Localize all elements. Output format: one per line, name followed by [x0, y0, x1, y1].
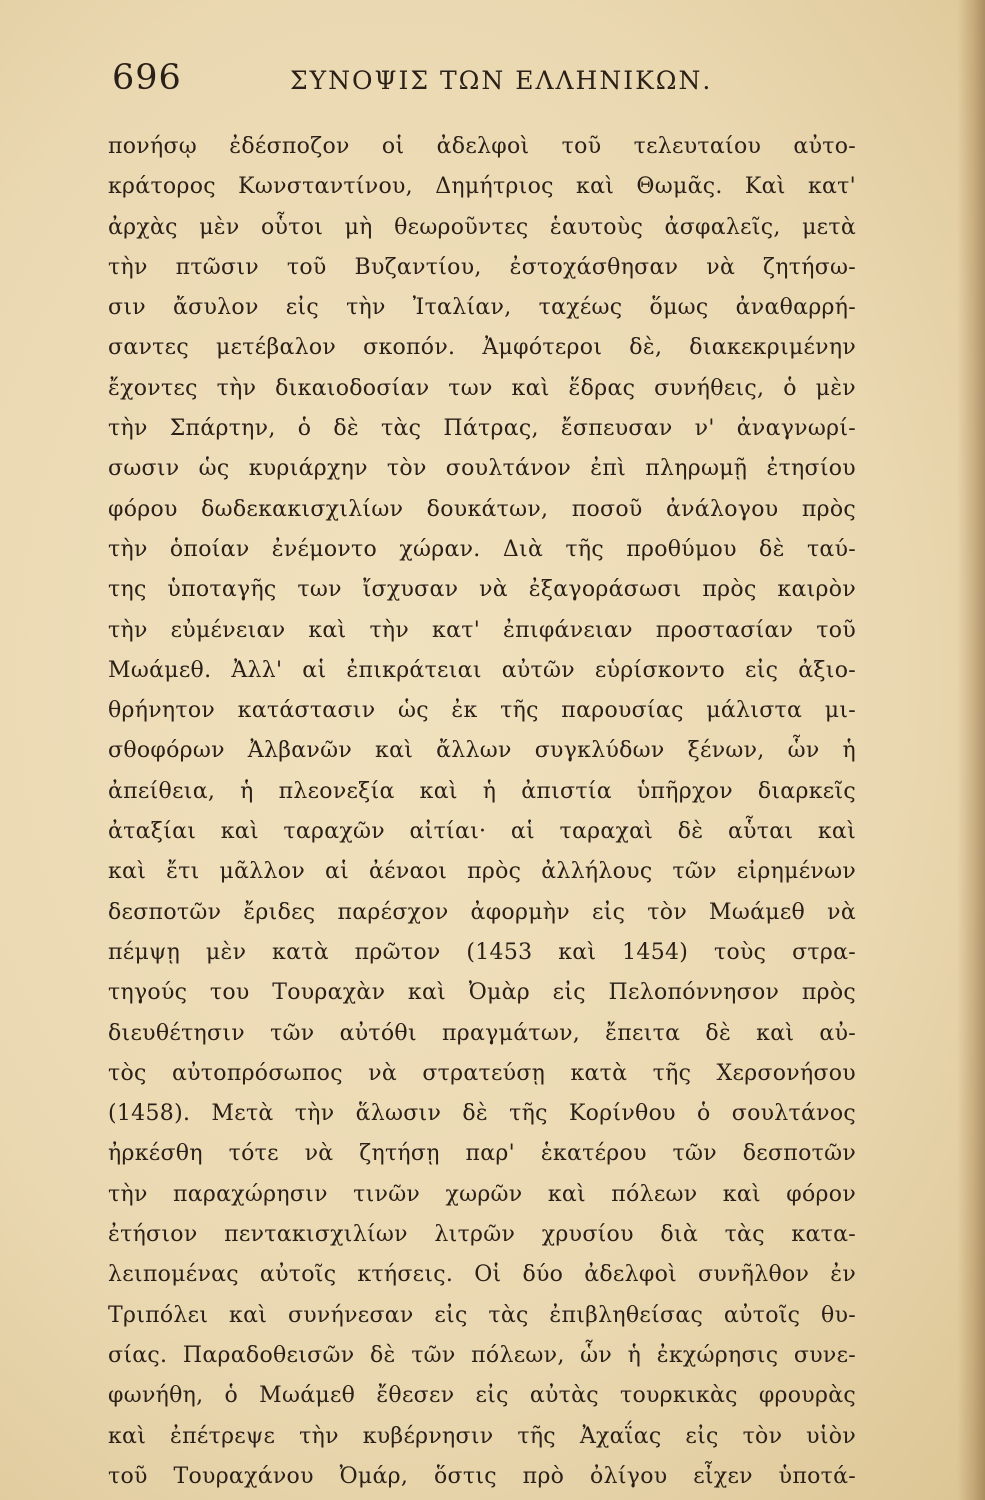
text-line: πονήσῳ ἐδέσποζον οἱ ἀδελφοὶ τοῦ τελευταίου αὐτο- — [108, 134, 856, 159]
text-line: τὴν Σπάρτην, ὁ δὲ τὰς Πάτρας, ἔσπευσαν ν' ἀναγνωρί- — [108, 416, 856, 442]
text-line: φόρου δωδεκακισχιλίων δουκάτων, ποσοῦ ἀνάλογου πρὸς — [108, 496, 856, 522]
text-line: καὶ ἐπέτρεψε τὴν κυβέρνησιν τῆς Ἀχαΐας εἰς τὸν υἱὸν — [108, 1423, 856, 1449]
text-line: τὴν πτῶσιν τοῦ Βυζαντίου, ἐστοχάσθησαν νὰ ζητήσω- — [108, 254, 856, 280]
page-number: 696 — [112, 58, 182, 98]
text-line: ἠρκέσθη τότε νὰ ζητήσῃ παρ' ἑκατέρου τῶν δεσποτῶν — [108, 1141, 856, 1167]
text-line: κράτορος Κωνσταντίνου, Δημήτριος καὶ Θωμᾶς. Καὶ κατ' — [108, 174, 856, 200]
page-edge-shadow — [957, 0, 985, 1500]
text-line: ἐτήσιον πεντακισχιλίων λιτρῶν χρυσίου διὰ τὰς κατα- — [108, 1222, 856, 1248]
text-line: θρήνητον κατάστασιν ὡς ἐκ τῆς παρουσίας μάλιστα μι- — [108, 698, 856, 724]
text-line: Τριπόλει καὶ συνήνεσαν εἰς τὰς ἐπιβληθείσας αὐτοῖς θυ- — [108, 1302, 856, 1328]
text-line: τὴν ὁποίαν ἐνέμοντο χώραν. Διὰ τῆς προθύμου δὲ ταύ- — [108, 536, 856, 562]
text-line: τηγούς του Τουραχὰν καὶ Ὀμὰρ εἰς Πελοπόννησον πρὸς — [108, 980, 856, 1006]
text-line: σθοφόρων Ἀλβανῶν καὶ ἄλλων συγκλύδων ξένων, ὧν ἡ — [108, 738, 856, 764]
running-title: ΣΥΝΟΨΙΣ ΤΩΝ ΕΛΛΗΝΙΚΩΝ. — [290, 66, 713, 95]
text-line: ἀταξίαι καὶ ταραχῶν αἰτίαι· αἱ ταραχαὶ δὲ αὗται καὶ — [108, 819, 856, 845]
text-line: σαντες μετέβαλον σκοπόν. Ἀμφότεροι δὲ, διακεκριμένην — [108, 335, 856, 361]
text-line: Μωάμεθ. Ἀλλ' αἱ ἐπικράτειαι αὐτῶν εὑρίσκοντο εἰς ἀξιο- — [108, 657, 856, 683]
text-line: καὶ ἔτι μᾶλλον αἱ ἀέναοι πρὸς ἀλλήλους τῶν εἰρημένων — [108, 859, 856, 885]
page-header — [112, 58, 864, 108]
text-line: τὸς αὐτοπρόσωπος νὰ στρατεύσῃ κατὰ τῆς Χερσονήσου — [108, 1060, 856, 1086]
text-line: ἀρχὰς μὲν οὗτοι μὴ θεωροῦντες ἑαυτοὺς ἀσφαλεῖς, μετὰ — [108, 214, 856, 240]
text-line: τὴν εὐμένειαν καὶ τὴν κατ' ἐπιφάνειαν προστασίαν τοῦ — [108, 617, 856, 643]
text-line: λειπομένας αὐτοῖς κτήσεις. Οἱ δύο ἀδελφοὶ συνῆλθον ἐν — [108, 1262, 856, 1288]
text-line: ἀπείθεια, ἡ πλεονεξία καὶ ἡ ἀπιστία ὑπῆρχον διαρκεῖς — [108, 778, 856, 804]
text-line: σωσιν ὡς κυριάρχην τὸν σουλτάνον ἐπὶ πληρωμῇ ἐτησίου — [108, 456, 856, 482]
text-line: πέμψῃ μὲν κατὰ πρῶτον (1453 καὶ 1454) τοὺς στρα- — [108, 939, 856, 965]
text-line: τοῦ Τουραχάνου Ὀμάρ, ὅστις πρὸ ὀλίγου εἶχεν ὑποτά- — [108, 1463, 856, 1489]
text-line: σίας. Παραδοθεισῶν δὲ τῶν πόλεων, ὧν ἡ ἐκχώρησις συνε- — [108, 1342, 856, 1368]
text-line: δεσποτῶν ἔριδες παρέσχον ἀφορμὴν εἰς τὸν Μωάμεθ νὰ — [108, 899, 856, 925]
text-line: τὴν παραχώρησιν τινῶν χωρῶν καὶ πόλεων καὶ φόρον — [108, 1181, 856, 1207]
text-line: (1458). Μετὰ τὴν ἅλωσιν δὲ τῆς Κορίνθου ὁ σουλτάνος — [108, 1101, 856, 1127]
text-line: σιν ἄσυλον εἰς τὴν Ἰταλίαν, ταχέως ὅμως ἀναθαρρή- — [108, 295, 856, 321]
text-line: φωνήθη, ὁ Μωάμεθ ἔθεσεν εἰς αὐτὰς τουρκικὰς φρουρὰς — [108, 1383, 856, 1409]
text-line: διευθέτησιν τῶν αὐτόθι πραγμάτων, ἔπειτα δὲ καὶ αὐ- — [108, 1020, 856, 1046]
text-line: ἔχοντες τὴν δικαιοδοσίαν των καὶ ἕδρας συνήθεις, ὁ μὲν — [108, 375, 856, 401]
body-text — [108, 127, 856, 1497]
text-line: της ὑποταγῆς των ἴσχυσαν νὰ ἐξαγοράσωσι πρὸς καιρὸν — [108, 577, 856, 603]
